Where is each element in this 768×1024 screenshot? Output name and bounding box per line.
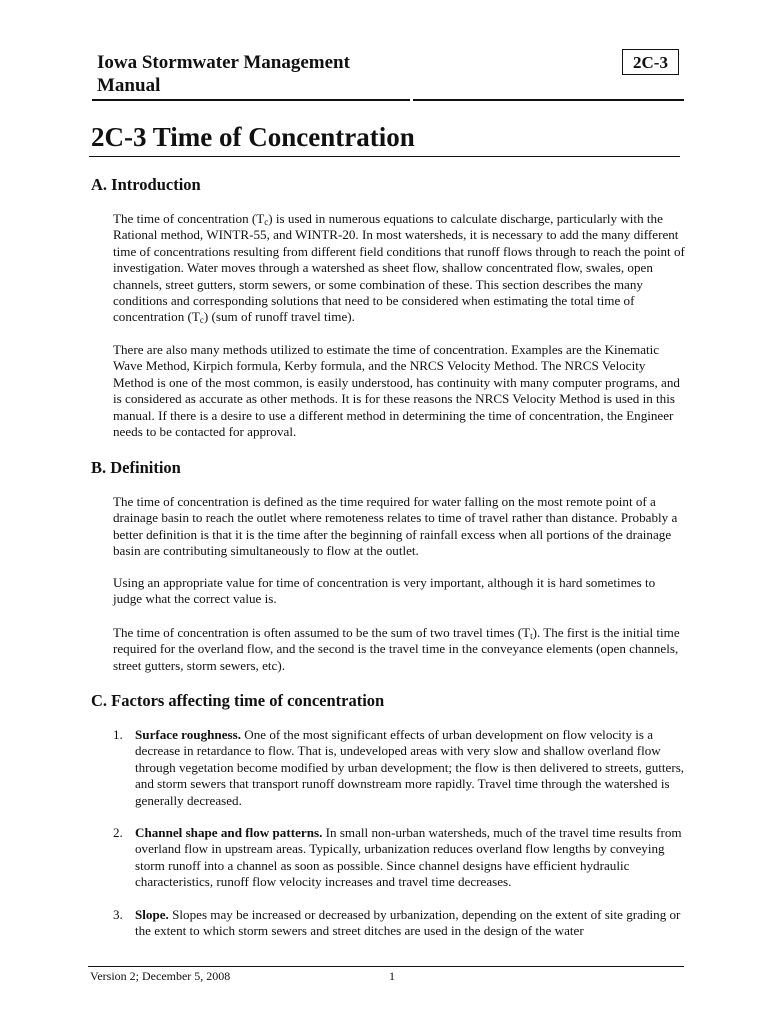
intro-p1-end: ) (sum of runoff travel time). <box>203 309 355 325</box>
definition-paragraph-2 <box>113 575 685 608</box>
list-item-lead: Channel shape and flow patterns. <box>135 825 323 840</box>
list-item-number: 2. <box>113 825 123 840</box>
list-item <box>113 907 685 940</box>
section-heading-definition: B. Definition <box>91 458 181 477</box>
definition-paragraph-1 <box>113 494 685 560</box>
intro-p2-text: There are also many methods utilized to estimate the time of concentration. Examples are the Kinematic Wave Method, Kirpich formula, Kerby formula, and the NRCS Velocity Method. The NRCS Velocity Method is one of the most common, is easily understood, has continuity with many computer programs, and is considered as accurate as other methods. It is for these reasons the NRCS Velocity Method is used in this manual. If there is a desire to use a different method in determining the time of concentration, the Engineer needs to be contacted for approval. <box>113 342 680 440</box>
list-item <box>113 727 685 809</box>
footer-rule <box>88 966 684 967</box>
tt-subscript: t <box>530 631 533 641</box>
intro-p1-start: The time of concentration (T <box>113 211 265 226</box>
definition-p3-end: ). The first is the initial time required for the overland flow, and the second is the travel time in the conveyance elements (open channels, street gutters, storm sewers, etc). <box>113 625 680 673</box>
page-title: 2C-3 Time of Concentration <box>91 122 415 152</box>
title-rule <box>89 156 680 157</box>
definition-paragraph-3 <box>113 625 685 674</box>
header-rule-right <box>413 99 684 101</box>
definition-p2-text: Using an appropriate value for time of concentration is very important, although it is hard sometimes to judge what the correct value is. <box>113 575 656 607</box>
list-item-text: Slopes may be increased or decreased by urbanization, depending on the extent of site grading or the extent to which storm sewers and street ditches are used in the design of the water <box>135 907 681 939</box>
list-item-lead: Surface roughness. <box>135 727 241 742</box>
definition-p1-text: The time of concentration is defined as the time required for water falling on the most remote point of a drainage basin to reach the outlet where remoteness relates to time of travel rather than distance. Probably a better definition is that it is the time after the beginning of rainfall excess when all portions of the drainage basin are contributing simultaneously to flow at the outlet. <box>113 494 678 559</box>
intro-paragraph-1 <box>113 211 685 326</box>
footer-version: Version 2; December 5, 2008 <box>90 969 231 983</box>
section-heading-factors: C. Factors affecting time of concentration <box>91 691 385 710</box>
manual-title: Iowa Stormwater Management Manual <box>97 52 350 96</box>
list-item-text: In small non-urban watersheds, much of the travel time results from overland flow in upstream areas. Typically, urbanization reduces overland flow lengths by conveying storm runoff into a channel as soon as possible. Since channel designs have efficient hydraulic characteristics, runoff flow velocity increases and travel time decreases. <box>135 825 682 890</box>
list-item-number: 1. <box>113 727 123 742</box>
list-item-number: 3. <box>113 907 123 922</box>
intro-p1-middle: ) is used in numerous equations to calculate discharge, particularly with the Rational method, WINTR-55, and WINTR-20. In most watersheds, it is necessary to add the many different time of concentrations resulting from different field conditions that runoff flows through to reach the point of investigation. Water moves through a watershed as sheet flow, shallow concentrated flow, swales, open channels, street gutters, storm sewers, or some combination of these. This section describes the many conditions and corresponding solutions that need to be considered when estimating the total time of concentration (T <box>113 211 685 325</box>
intro-paragraph-2 <box>113 342 685 440</box>
section-code-box: 2C-3 <box>622 49 679 75</box>
list-item-lead: Slope. <box>135 907 169 922</box>
page-number: 1 <box>389 969 395 983</box>
list-item <box>113 825 685 891</box>
tc-subscript-2: c <box>199 315 204 326</box>
tc-subscript: c <box>264 217 269 227</box>
list-item-text: One of the most significant effects of urban development on flow velocity is a decrease in retardance to flow. That is, undeveloped areas with very slow and shallow overland flow through vegetation become modified by urban development; the flow is then delivered to streets, gutters, and storm sewers that transport runoff downstream more rapidly. Travel time through the watershed is generally decreased. <box>135 727 685 808</box>
header-rule-left <box>92 99 410 101</box>
section-heading-introduction: A. Introduction <box>91 175 201 194</box>
definition-p3-start: The time of concentration is often assumed to be the sum of two travel times (T <box>113 625 531 640</box>
